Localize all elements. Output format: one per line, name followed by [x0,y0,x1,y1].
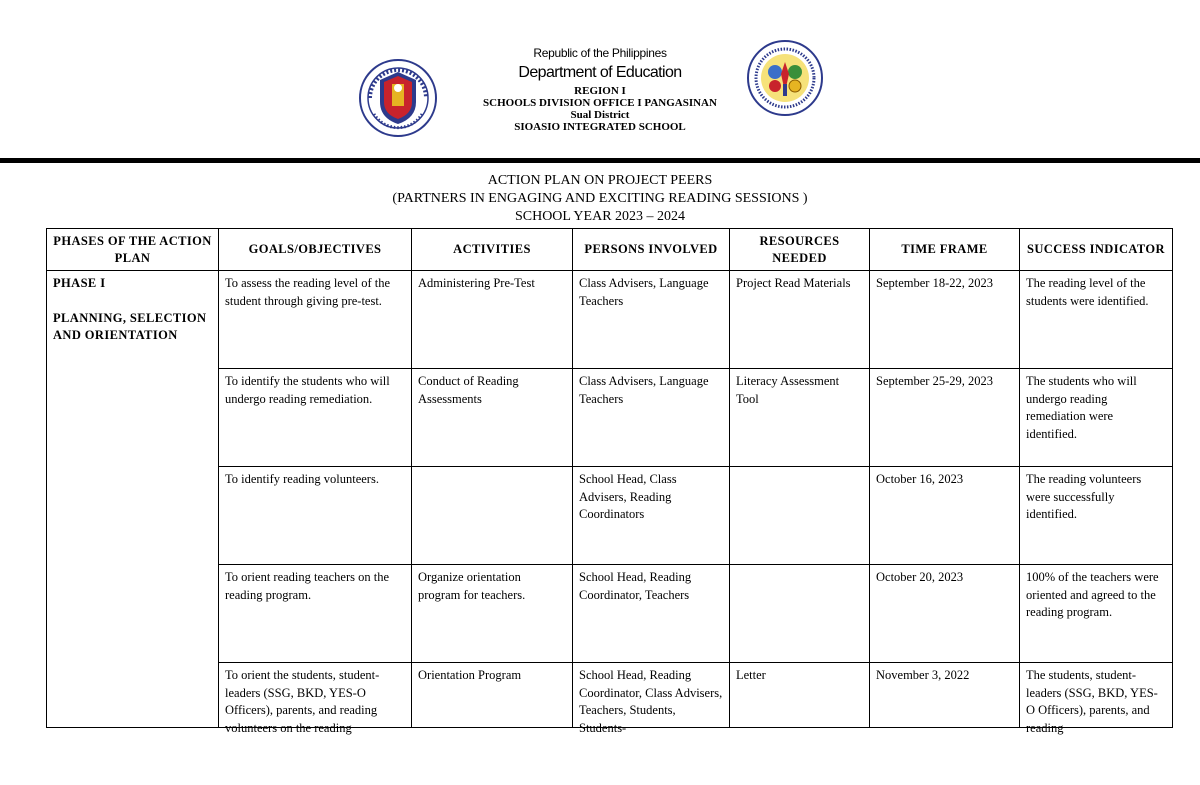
time-cell [870,663,1020,728]
goal-cell [219,663,412,735]
activity-cell: Administering Pre-Test [412,271,573,369]
department-line: Department of Education [518,64,682,81]
indicator-text: The students, student-leaders (SSG, BKD, YES-O Officers), parents, and reading [1026,668,1158,735]
resources-cell: Project Read Materials [730,271,870,369]
goal-cell: To identify the students who will undergo reading remediation. [219,369,412,467]
activity-cell [412,663,573,728]
republic-line: Republic of the Philippines [533,46,667,60]
resources-cell: Literacy Assessment Tool [730,369,870,467]
time-cell: September 18-22, 2023 [870,271,1020,369]
indicator-cell: The students who will undergo reading remediation were identified. [1020,369,1173,467]
column-header: PHASES OF THE ACTION PLAN [47,229,219,271]
school-seal-icon [747,40,823,116]
school-line: SIOASIO INTEGRATED SCHOOL [514,121,686,133]
column-header: GOALS/OBJECTIVES [219,229,412,271]
goal-text: To orient the students, student-leaders (SSG, BKD, YES-O Officers), parents, and reading volunteers on the reading [225,668,380,735]
goal-cell: To orient reading teachers on the reading program. [219,565,412,663]
document-title [0,172,1200,226]
persons-cell: Class Advisers, Language Teachers [573,271,730,369]
goal-cell: To assess the reading level of the student through giving pre-test. [219,271,412,369]
phase-title: PHASE I [53,276,106,290]
indicator-cell [1020,663,1173,735]
indicator-cell: The reading level of the students were identified. [1020,271,1173,369]
column-header: TIME FRAME [870,229,1020,271]
time-cell: September 25-29, 2023 [870,369,1020,467]
table-header-row [47,229,1173,271]
division-line: SCHOOLS DIVISION OFFICE I PANGASINAN [483,97,717,109]
document-header [0,40,1200,132]
activity-cell [412,467,573,565]
resources-cell [730,663,870,728]
district-line: Sual District [570,109,630,121]
activity-cell: Organize orientation program for teachers. [412,565,573,663]
column-header: PERSONS INVOLVED [573,229,730,271]
indicator-cell: The reading volunteers were successfully identified. [1020,467,1173,565]
column-header: SUCCESS INDICATOR [1020,229,1173,271]
time-cell: October 16, 2023 [870,467,1020,565]
phase-cell [47,271,219,728]
deped-seal-icon [358,58,438,138]
column-header: ACTIVITIES [412,229,573,271]
indicator-cell: 100% of the teachers were oriented and agreed to the reading program. [1020,565,1173,663]
resources-cell [730,565,870,663]
title-line-1: ACTION PLAN ON PROJECT PEERS [487,173,713,188]
goal-cell: To identify reading volunteers. [219,467,412,565]
header-divider [0,158,1200,163]
title-line-3: SCHOOL YEAR 2023 – 2024 [514,209,686,224]
table-row [47,271,1173,369]
resources-text: Letter [736,668,766,682]
column-header: RESOURCES NEEDED [730,229,870,271]
time-cell: October 20, 2023 [870,565,1020,663]
persons-cell [573,663,730,735]
phase-name: PLANNING, SELECTION AND ORIENTATION [53,310,207,342]
activity-text: Orientation Program [418,668,522,682]
action-plan-table [46,228,1173,735]
persons-cell: School Head, Reading Coordinator, Teachers [573,565,730,663]
title-line-2: (PARTNERS IN ENGAGING AND EXCITING READING SESSIONS ) [392,191,808,206]
resources-cell [730,467,870,565]
activity-cell: Conduct of Reading Assessments [412,369,573,467]
region-line: REGION I [574,85,626,97]
persons-cell: School Head, Class Advisers, Reading Coordinators [573,467,730,565]
time-text: November 3, 2022 [876,668,970,682]
persons-cell: Class Advisers, Language Teachers [573,369,730,467]
persons-text: School Head, Reading Coordinator, Class Advisers, Teachers, Students, Students- [579,668,723,735]
